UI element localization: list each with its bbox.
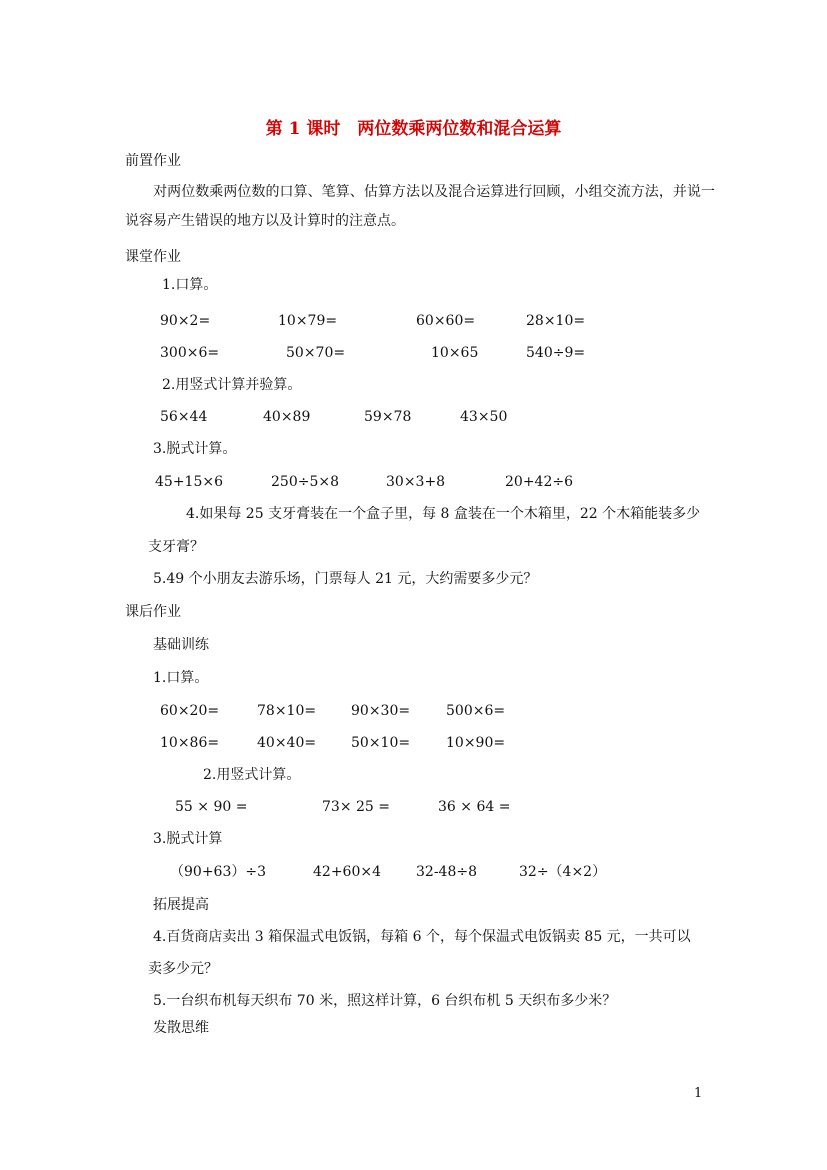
class-q1-item: 60×60= bbox=[416, 313, 476, 329]
class-q2-item: 40×89 bbox=[263, 409, 311, 425]
class-q3-label: 3.脱式计算。 bbox=[153, 441, 237, 457]
after-q1-item: 40×40= bbox=[257, 735, 317, 751]
class-q2-item: 59×78 bbox=[364, 409, 412, 425]
after-q1-item: 10×90= bbox=[446, 735, 506, 751]
class-q4-line1: 4.如果每 25 支牙膏装在一个盒子里，每 8 盒装在一个木箱里，22 个木箱能装多少 bbox=[186, 506, 701, 522]
subheading-extend: 拓展提高 bbox=[153, 897, 209, 913]
class-q2-item: 56×44 bbox=[160, 409, 208, 425]
class-q1-item: 540÷9= bbox=[526, 345, 586, 361]
pre-paragraph: 对两位数乘两位数的口算、笔算、估算方法以及混合运算进行回顾，小组交流方法，并说一说容易产生错误的地方以及计算时的注意点。 bbox=[125, 184, 715, 229]
class-q3-item: 250÷5×8 bbox=[271, 474, 339, 490]
page-number: 1 bbox=[694, 1086, 703, 1101]
class-q1-item: 28×10= bbox=[526, 313, 586, 329]
after-q3-item: 32-48÷8 bbox=[416, 864, 477, 880]
after-q2-item: 73× 25 = bbox=[322, 799, 390, 815]
section-heading-after: 课后作业 bbox=[125, 604, 181, 620]
after-q1-item: 90×30= bbox=[351, 703, 411, 719]
after-q3-item: 32÷（4×2） bbox=[519, 864, 607, 880]
class-q1-item: 90×2= bbox=[160, 313, 211, 329]
after-q2-label: 2.用竖式计算。 bbox=[203, 767, 301, 783]
after-q1-item: 78×10= bbox=[257, 703, 317, 719]
class-q3-item: 30×3+8 bbox=[386, 474, 446, 490]
class-q1-item: 10×65 bbox=[431, 345, 479, 361]
subheading-diverge: 发散思维 bbox=[153, 1020, 209, 1036]
after-q1-label: 1.口算。 bbox=[153, 670, 209, 686]
class-q4-line2: 支牙膏？ bbox=[148, 539, 204, 555]
after-q1-item: 500×6= bbox=[446, 703, 506, 719]
after-q3-item: （90+63）÷3 bbox=[170, 864, 266, 880]
class-q1-label: 1.口算。 bbox=[162, 277, 218, 293]
page-title: 第 1 课时 两位数乘两位数和混合运算 bbox=[265, 119, 562, 139]
class-q3-item: 45+15×6 bbox=[155, 474, 223, 490]
class-q5: 5.49 个小朋友去游乐场，门票每人 21 元，大约需要多少元？ bbox=[153, 571, 538, 587]
after-q4-line2: 卖多少元？ bbox=[148, 961, 218, 977]
after-q3-item: 42+60×4 bbox=[313, 864, 381, 880]
section-heading-pre: 前置作业 bbox=[125, 153, 181, 169]
subheading-basic: 基础训练 bbox=[153, 637, 209, 653]
after-q2-item: 36 × 64 = bbox=[438, 799, 511, 815]
after-q2-item: 55 × 90 = bbox=[175, 799, 248, 815]
class-q1-item: 10×79= bbox=[278, 313, 338, 329]
section-heading-class: 课堂作业 bbox=[125, 249, 181, 265]
after-q5: 5.一台织布机每天织布 70 米，照这样计算，6 台织布机 5 天织布多少米？ bbox=[153, 993, 617, 1009]
class-q2-label: 2.用竖式计算并验算。 bbox=[162, 377, 302, 393]
class-q3-item: 20+42÷6 bbox=[505, 474, 573, 490]
after-q1-item: 50×10= bbox=[351, 735, 411, 751]
after-q4-line1: 4.百货商店卖出 3 箱保温式电饭锅，每箱 6 个，每个保温式电饭锅卖 85 元，一共可以 bbox=[153, 929, 691, 945]
class-q1-item: 50×70= bbox=[286, 345, 346, 361]
after-q1-item: 10×86= bbox=[160, 735, 220, 751]
class-q1-item: 300×6= bbox=[160, 345, 220, 361]
after-q1-item: 60×20= bbox=[160, 703, 220, 719]
class-q2-item: 43×50 bbox=[460, 409, 508, 425]
after-q3-label: 3.脱式计算 bbox=[153, 831, 223, 847]
